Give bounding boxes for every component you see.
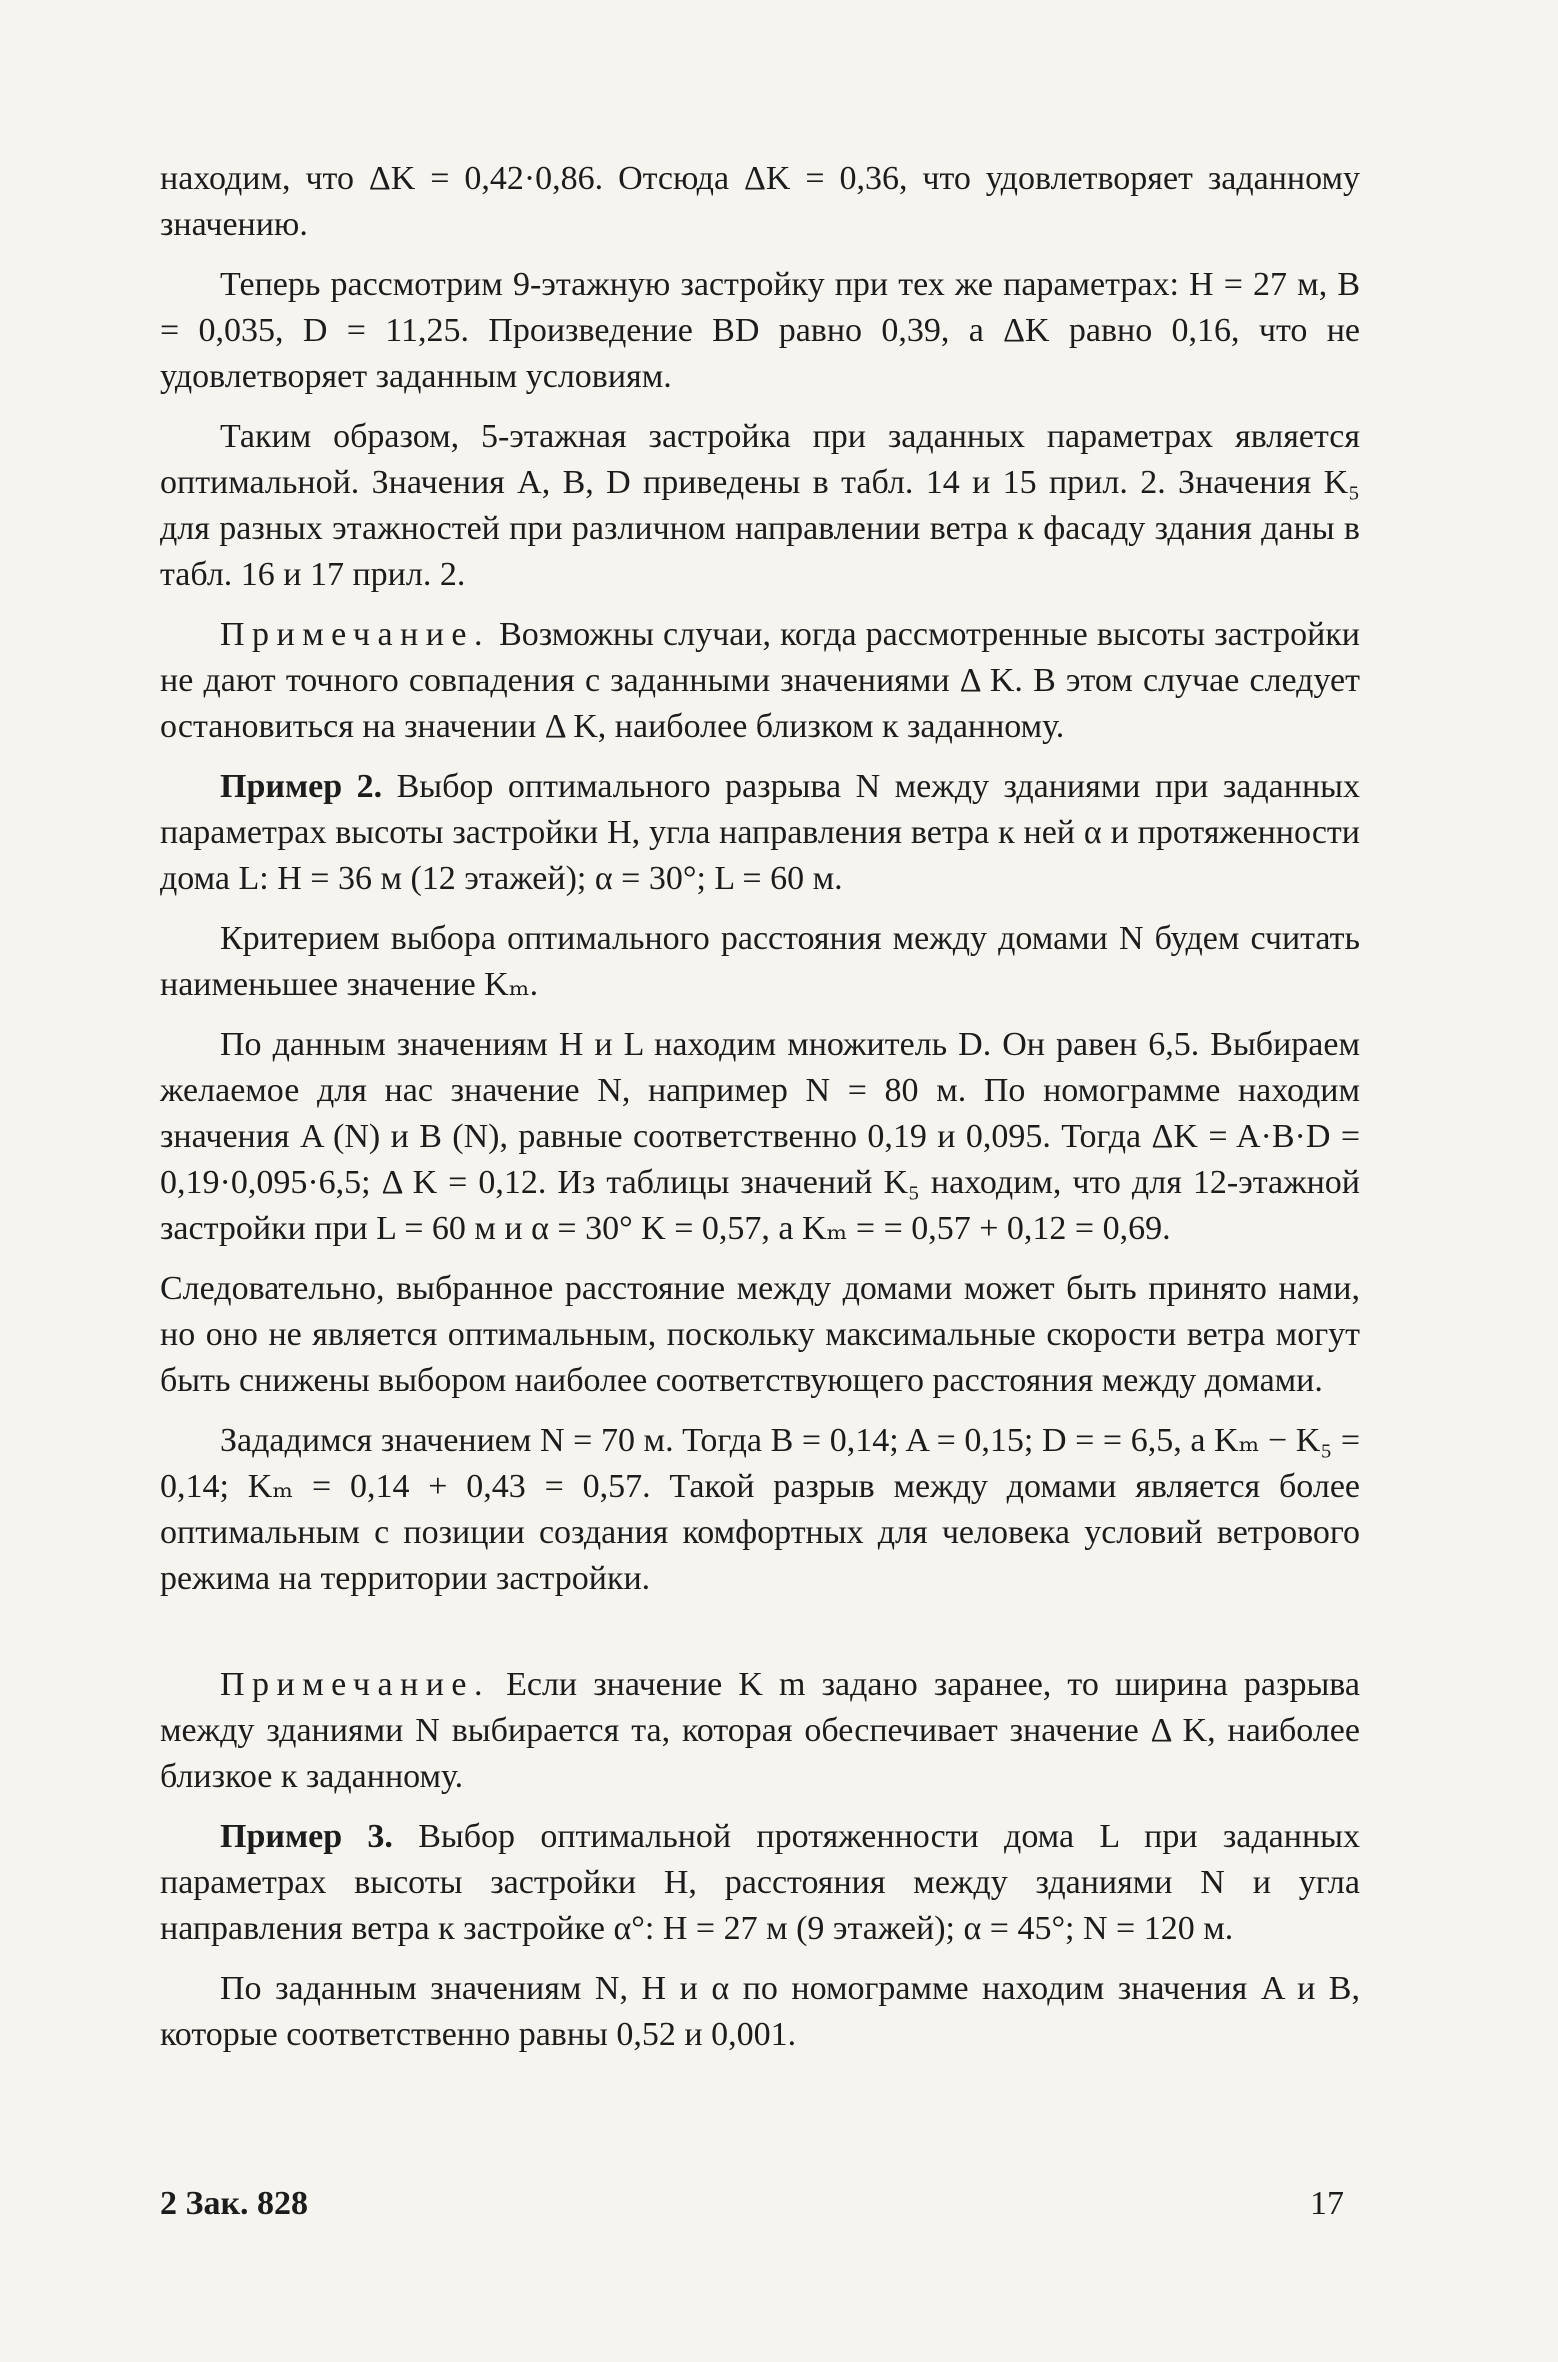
example-paragraph [160,1814,1360,1952]
note-text: Возможны случаи, когда рассмотренные высоты застройки не дают точного совпадения с заданными значениями Δ K. В этом случае следует остановиться на значении Δ K, наиболее близком к заданному. [160,616,1360,745]
note-label: Примечание. [220,616,490,653]
page-number: 17 [1310,2185,1344,2222]
example-text: Выбор оптимального разрыва N между зданиями при заданных параметрах высоты застройки H, угла направления ветра к ней α и протяженности дома L: H = 36 м (12 этажей); α = 30°; L = 60 м. [160,768,1360,897]
paragraph: Теперь рассмотрим 9-этажную застройку при тех же параметрах: H = 27 м, B = 0,035, D = 11,25. Произведение BD равно 0,39, а ΔK равно 0,16, что не удовлетворяет заданным условиям. [160,266,1360,395]
example-paragraph [160,764,1360,902]
note-paragraph [160,1662,1360,1800]
paragraph: Следовательно, выбранное расстояние между домами может быть принято нами, но оно не является оптимальным, поскольку максимальные скорости ветра могут быть снижены выбором наиболее соответствующего расстояния между домами. [160,1270,1360,1399]
paragraph: Зададимся значением N = 70 м. Тогда B = 0,14; A = 0,15; D = = 6,5, а Kₘ − K₅ = 0,14; Kₘ = 0,14 + 0,43 = 0,57. Такой разрыв между домами является более оптимальным с позиции создания комфортных для человека условий ветрового режима на территории застройки. [160,1422,1360,1597]
paragraph: По заданным значениям N, H и α по номограмме находим значения A и B, которые соответственно равны 0,52 и 0,001. [160,1970,1360,2053]
printing-signature: 2 Зак. 828 [160,2185,309,2222]
paragraph: находим, что ΔK = 0,42·0,86. Отсюда ΔK = 0,36, что удовлетворяет заданному значению. [160,160,1360,243]
note-text: Если значение K m задано заранее, то ширина разрыва между зданиями N выбирается та, которая обеспечивает значение Δ K, наиболее близкое к заданному. [160,1666,1360,1795]
paragraph: По данным значениям H и L находим множитель D. Он равен 6,5. Выбираем желаемое для нас значение N, например N = 80 м. По номограмме находим значения A (N) и B (N), равные соответственно 0,19 и 0,095. Тогда ΔK = A·B·D = 0,19·0,095·6,5; Δ K = 0,12. Из таблицы значений K₅ находим, что для 12-этажной застройки при L = 60 м и α = 30° K = 0,57, а Kₘ = = 0,57 + 0,12 = 0,69. [160,1026,1360,1247]
paragraph: Критерием выбора оптимального расстояния между домами N будем считать наименьшее значение Kₘ. [160,920,1360,1003]
note-label: Примечание. [220,1666,490,1703]
example-label: Пример 3. [220,1818,393,1855]
page-body [160,156,1360,2058]
note-paragraph [160,612,1360,750]
example-text: Выбор оптимальной протяженности дома L при заданных параметрах высоты застройки H, расстояния между зданиями N и угла направления ветра к застройке α°: H = 27 м (9 этажей); α = 45°; N = 120 м. [160,1818,1360,1947]
paragraph: Таким образом, 5-этажная застройка при заданных параметрах является оптимальной. Значения A, B, D приведены в табл. 14 и 15 прил. 2. Значения K₅ для разных этажностей при различном направлении ветра к фасаду здания даны в табл. 16 и 17 прил. 2. [160,418,1360,593]
example-label: Пример 2. [220,768,383,805]
